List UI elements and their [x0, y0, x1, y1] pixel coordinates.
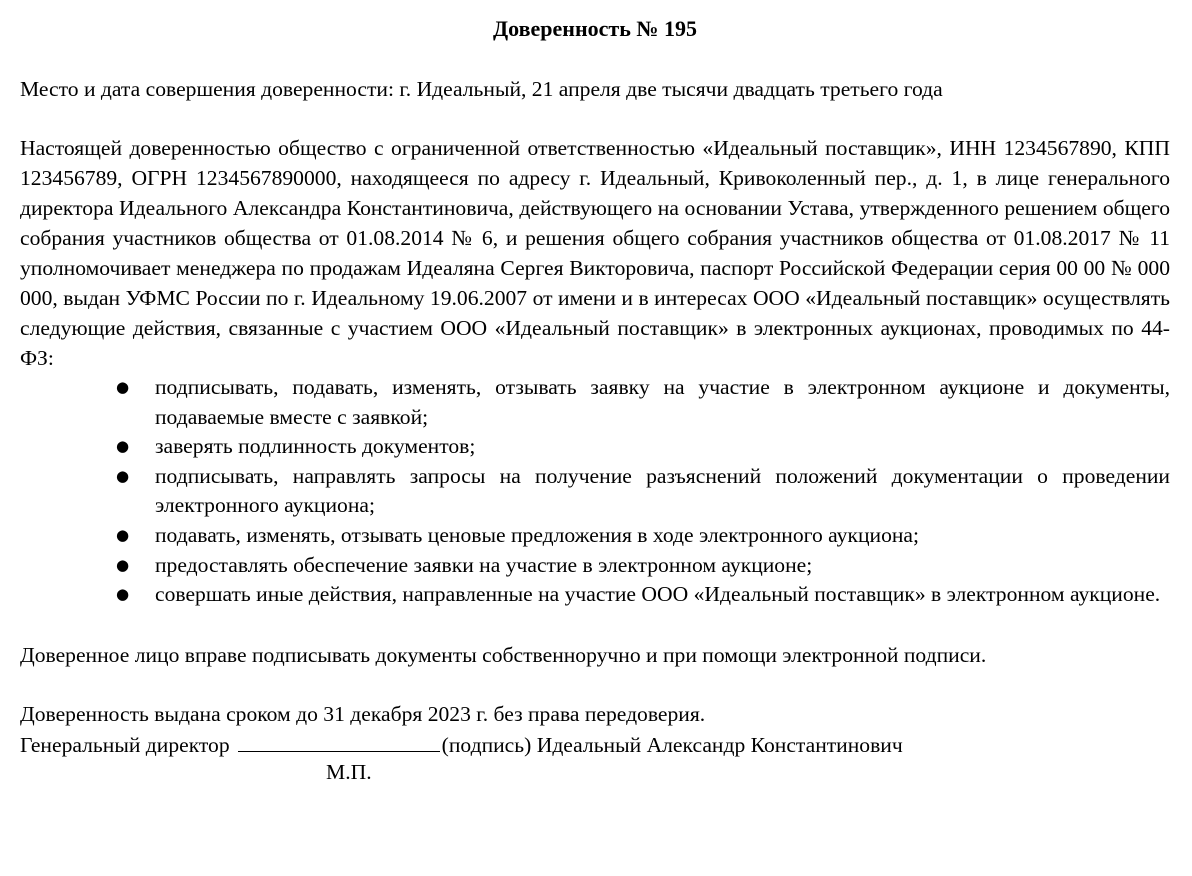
- bullet-icon: ●: [116, 378, 130, 396]
- list-item: [20, 551, 1170, 581]
- list-item: [20, 521, 1170, 551]
- signature-line[interactable]: [238, 729, 440, 752]
- bullet-icon: ●: [116, 585, 130, 604]
- stamp-place: М.П.: [326, 759, 372, 784]
- body-paragraph: Настоящей доверенностью общество с ограниченной ответственностью «Идеальный поставщик», ИНН 1234567890, КПП 123456789, ОГРН 1234567890000, находящееся по адресу г. Идеальный, Кривоколенный пер., д. 1, в лице генерального директора Идеального Александра Константиновича, действующего на основании Устава, утвержденного решением общего собрания участников общества от 01.08.2014 № 6, и решения общего собрания участников общества от 01.08.2017 № 11 уполномочивает менеджера по продажам Идеаляна Сергея Викторовича, паспорт Российской Федерации серия 00 00 № 000 000, выдан УФМС России по г. Идеальному 19.06.2007 от имени и в интересах ООО «Идеальный поставщик» осуществлять следующие действия, связанные с участием ООО «Идеальный поставщик» в электронных аукционах, проводимых по 44-ФЗ:: [20, 136, 1170, 370]
- list-item: [20, 580, 1170, 610]
- action-text: заверять подлинность документов;: [155, 434, 476, 459]
- document-title: Доверенность № 195: [493, 16, 697, 41]
- bullet-icon: ●: [116, 437, 130, 456]
- list-item: [20, 462, 1170, 521]
- bullet-icon: ●: [116, 525, 130, 544]
- bullet-icon: ●: [116, 466, 130, 485]
- action-text: подавать, изменять, отзывать ценовые предложения в ходе электронного аукциона;: [155, 522, 920, 547]
- signature-block: [20, 729, 1170, 760]
- actions-list: [20, 373, 1170, 610]
- place-and-date: Место и дата совершения доверенности: г. Идеальный, 21 апреля две тысячи двадцать третьего года: [20, 77, 943, 101]
- list-item: [20, 432, 1170, 462]
- signer-position: Генеральный директор: [20, 732, 230, 757]
- signing-rights: Доверенное лицо вправе подписывать документы собственноручно и при помощи электронной подписи.: [20, 642, 987, 667]
- action-text: подписывать, подавать, изменять, отзывать заявку на участие в электронном аукционе и документы, подаваемые вместе с заявкой;: [155, 375, 1170, 429]
- power-of-attorney-document: [20, 14, 1170, 784]
- signer-name: Идеальный Александр Константинович: [536, 732, 903, 757]
- action-text: совершать иные действия, направленные на участие ООО «Идеальный поставщик» в электронном аукционе.: [155, 582, 1161, 607]
- action-text: подписывать, направлять запросы на получение разъяснений положений документации о проведении электронного аукциона;: [155, 463, 1170, 518]
- signature-hint: (подпись): [441, 732, 532, 757]
- validity-period: Доверенность выдана сроком до 31 декабря 2023 г. без права передоверия.: [20, 701, 706, 726]
- bullet-icon: ●: [116, 555, 130, 574]
- action-text: предоставлять обеспечение заявки на участие в электронном аукционе;: [155, 552, 813, 577]
- list-item: [20, 373, 1170, 432]
